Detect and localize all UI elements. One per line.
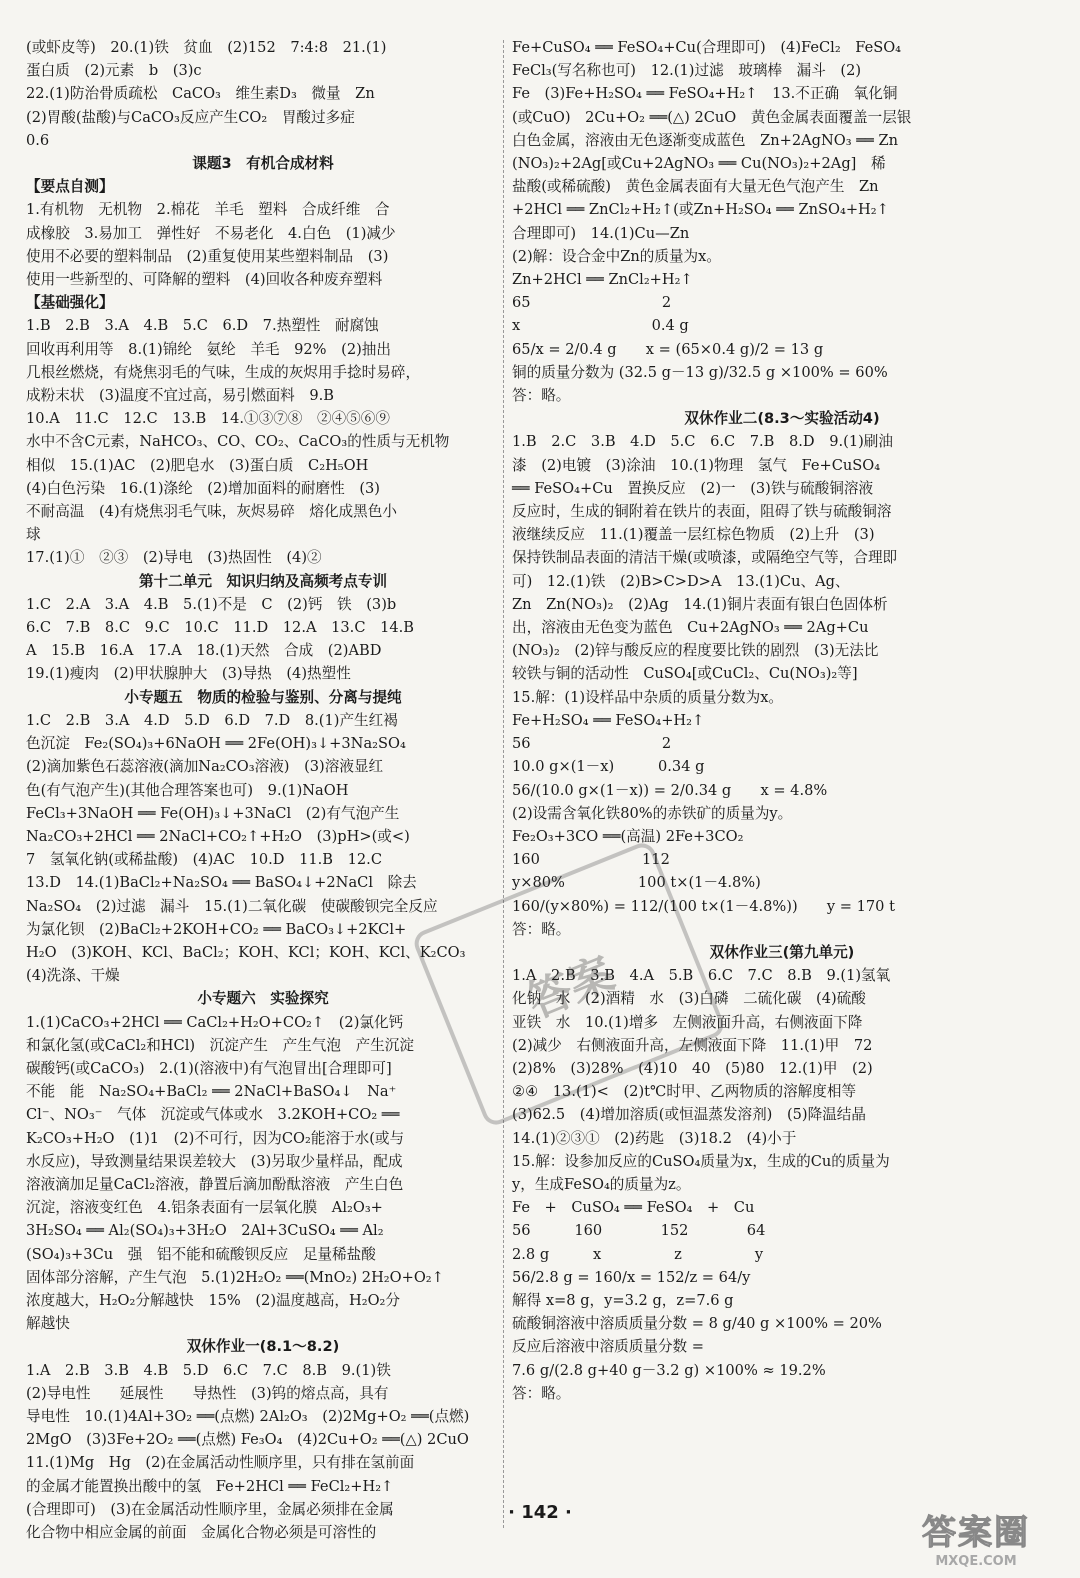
answer-line: 不能 能 Na₂SO₄+BaCl₂ ══ 2NaCl+BaSO₄↓ Na⁺: [26, 1083, 397, 1101]
answer-line: 7 氢氧化钠(或稀盐酸) (4)AC 10.D 11.B 12.C: [26, 851, 382, 869]
answer-line: 15.解：(1)设样品中杂质的质量分数为x。: [512, 688, 784, 706]
answer-line: 碳酸钙(或CaCO₃) 2.(1)(溶液中)有气泡冒出[合理即可]: [26, 1059, 392, 1077]
answer-line: 解越快: [26, 1315, 70, 1333]
answer-line: 蛋白质 (2)元素 b (3)c: [26, 62, 202, 80]
answer-line: ②④ 13.(1)< (2)t℃时甲、乙两物质的溶解度相等: [512, 1083, 857, 1101]
answer-line: 不耐高温 (4)有烧焦羽毛气味，灰烬易碎 熔化成黑色小: [26, 503, 397, 521]
answer-line: 56 160 152 64: [512, 1222, 766, 1240]
answer-line: K₂CO₃+H₂O (1)1 (2)不可行，因为CO₂能溶于水(或与: [26, 1129, 405, 1147]
answer-line: 水中不含C元素，NaHCO₃、CO、CO₂、CaCO₃的性质与无机物: [26, 433, 450, 451]
answer-line: 65 2: [512, 294, 672, 312]
answer-line: (SO₄)₃+3Cu 强 铝不能和硫酸钡反应 足量稀盐酸: [26, 1245, 376, 1263]
answer-line: 球: [26, 526, 41, 544]
answer-line: 56 2: [512, 735, 672, 753]
answer-line: 1.C 2.A 3.A 4.B 5.(1)不是 C (2)钙 铁 (3)b: [26, 595, 397, 613]
answer-line: 保持铁制品表面的清洁干燥(或喷漆，或隔绝空气等，合理即: [512, 549, 898, 567]
answer-line: (2)导电性 延展性 导热性 (3)钨的熔点高，具有: [26, 1384, 389, 1402]
answer-line: 13.D 14.(1)BaCl₂+Na₂SO₄ ══ BaSO₄↓+2NaCl 除去: [26, 874, 417, 892]
section-heading: 双休作业二(8.3～实验活动4): [684, 410, 880, 428]
column-divider: [503, 40, 504, 1528]
section-heading: 双休作业三(第九单元): [709, 943, 855, 961]
answer-line: 使用一些新型的、可降解的塑料 (4)回收各种废弃塑料: [26, 271, 383, 289]
stamp-text: 答案: [520, 948, 622, 1029]
answer-line: 固体部分溶解，产生气泡 5.(1)2H₂O₂ ══(MnO₂) 2H₂O+O₂↑: [26, 1268, 444, 1286]
answer-line: 铜的质量分数为 (32.5 g－13 g)/32.5 g ×100% = 60%: [512, 363, 888, 381]
answer-line: x 0.4 g: [512, 317, 689, 335]
answer-line: 成橡胶 3.易加工 弹性好 不易老化 4.白色 (1)减少: [26, 224, 396, 242]
answer-line: (3)62.5 (4)增加溶质(或恒温蒸发溶剂) (5)降温结晶: [512, 1106, 866, 1124]
answer-line: 1.B 2.C 3.B 4.D 5.C 6.C 7.B 8.D 9.(1)刷油: [512, 433, 893, 451]
answer-line: (4)洗涤、干燥: [26, 967, 120, 985]
answer-line: 白色金属，溶液由无色逐渐变成蓝色 Zn+2AgNO₃ ══ Zn: [512, 131, 899, 149]
answer-line: 56/(10.0 g×(1－x)) = 2/0.34 g x = 4.8%: [512, 781, 828, 799]
right-column: [512, 36, 1052, 1532]
answer-line: 硫酸铜溶液中溶质质量分数 = 8 g/40 g ×100% = 20%: [512, 1315, 882, 1333]
answer-line: 液继续反应 11.(1)覆盖一层红棕色物质 (2)上升 (3): [512, 526, 875, 544]
answer-line: 160 112: [512, 851, 670, 869]
answer-line: ══ FeSO₄+Cu 置换反应 (2)一 (3)铁与硫酸铜溶液: [512, 479, 874, 497]
answer-line: Na₂CO₃+2HCl ══ 2NaCl+CO₂↑+H₂O (3)pH>(或<): [26, 827, 410, 845]
section-heading: 第十二单元 知识归纳及高频考点专训: [138, 572, 388, 590]
answer-line: (NO₃)₂ (2)锌与酸反应的程度要比铁的剧烈 (3)无法比: [512, 642, 879, 660]
answer-line: 1.有机物 无机物 2.棉花 羊毛 塑料 合成纤维 合: [26, 201, 390, 219]
answer-line: 反应后溶液中溶质质量分数 =: [512, 1338, 704, 1356]
answer-line: 10.0 g×(1－x) 0.34 g: [512, 758, 705, 776]
answer-line: 答：略。: [512, 920, 571, 938]
answer-line: 0.6: [26, 131, 50, 149]
answer-line: Na₂SO₄ (2)过滤 漏斗 15.(1)二氧化碳 使碳酸钡完全反应: [26, 897, 438, 915]
answer-line: 导电性 10.(1)4Al+3O₂ ══(点燃) 2Al₂O₃ (2)2Mg+O₂ ══(点燃): [26, 1407, 470, 1425]
answer-line: 答：略。: [512, 387, 571, 405]
answer-line: (2)设需含氧化铁80%的赤铁矿的质量为y。: [512, 804, 793, 822]
answer-line: 14.(1)②③① (2)药匙 (3)18.2 (4)小于: [512, 1129, 797, 1147]
watermark-title: 答案圈: [922, 1513, 1030, 1553]
answer-line: Fe₂O₃+3CO ══(高温) 2Fe+3CO₂: [512, 827, 744, 845]
answer-line: 化合物中相应金属的前面 金属化合物必须是可溶性的: [26, 1524, 377, 1541]
section-heading: 小专题六 实验探究: [197, 990, 329, 1008]
answer-line: 160/(y×80%) = 112/(100 t×(1－4.8%)) y = 170 t: [512, 897, 895, 915]
answer-line: Cl⁻、NO₃⁻ 气体 沉淀或气体或水 3.2KOH+CO₂ ══: [26, 1106, 400, 1124]
answer-line: 1.B 2.B 3.A 4.B 5.C 6.D 7.热塑性 耐腐蚀: [26, 317, 379, 335]
answer-line: 出，溶液由无色变为蓝色 Cu+2AgNO₃ ══ 2Ag+Cu: [512, 619, 869, 637]
section-heading: 课题3 有机合成材料: [192, 155, 334, 173]
answer-line: 7.6 g/(2.8 g+40 g－3.2 g) ×100% ≈ 19.2%: [512, 1361, 826, 1379]
answer-line: 漆 (2)电镀 (3)涂油 10.(1)物理 氢气 Fe+CuSO₄: [512, 456, 881, 474]
answer-line: Fe+CuSO₄ ══ FeSO₄+Cu(合理即可) (4)FeCl₂ FeSO₄: [512, 39, 902, 56]
answer-line: 22.(1)防治骨质疏松 CaCO₃ 维生素D₃ 微量 Zn: [26, 85, 375, 103]
answer-line: 几根丝燃烧，有烧焦羽毛的气味，生成的灰烬用手捻时易碎，: [26, 363, 421, 381]
answer-line: 沉淀，溶液变红色 4.铝条表面有一层氧化膜 Al₂O₃+: [26, 1199, 383, 1217]
answer-line: y，生成FeSO₄的质量为z。: [512, 1175, 691, 1193]
answer-line: 10.A 11.C 12.C 13.B 14.①③⑦⑧ ②④⑤⑥⑨: [26, 410, 390, 428]
answer-line: 56/2.8 g = 160/x = 152/z = 64/y: [512, 1268, 751, 1286]
answer-line: 3H₂SO₄ ══ Al₂(SO₄)₃+3H₂O 2Al+3CuSO₄ ══ Al₂: [26, 1222, 384, 1240]
answer-line: 盐酸(或稀硫酸) 黄色金属表面有大量无色气泡产生 Zn: [512, 178, 879, 196]
answer-line: 成粉末状 (3)温度不宜过高，易引燃面料 9.B: [26, 387, 335, 405]
answer-line: A 15.B 16.A 17.A 18.(1)天然 合成 (2)ABD: [26, 642, 382, 660]
answer-line: Fe (3)Fe+H₂SO₄ ══ FeSO₄+H₂↑ 13.不正确 氧化铜: [512, 85, 898, 103]
answer-line: 1.A 2.B 3.B 4.A 5.B 6.C 7.C 8.B 9.(1)氢氧: [512, 967, 891, 985]
page-number: · 142 ·: [508, 1502, 572, 1523]
answer-line: 水反应)，导致测量结果误差较大 (3)另取少量样品，配成: [26, 1152, 403, 1170]
answer-line: 合理即可) 14.(1)Cu—Zn: [512, 224, 690, 242]
answer-line: 17.(1)① ②③ (2)导电 (3)热固性 (4)②: [26, 549, 322, 567]
watermark-url: MXQE.COM: [935, 1554, 1017, 1569]
answer-line: (2)减少 右侧液面升高，左侧液面下降 11.(1)甲 72: [512, 1036, 873, 1054]
answer-line: Fe+H₂SO₄ ══ FeSO₄+H₂↑: [512, 711, 705, 729]
answer-line: 使用不必要的塑料制品 (2)重复使用某些塑料制品 (3): [26, 247, 389, 265]
answer-line: 浓度越大，H₂O₂分解越快 15% (2)温度越高，H₂O₂分: [26, 1291, 400, 1309]
answer-line: 答：略。: [512, 1384, 571, 1402]
answer-line: 亚铁 水 10.(1)增多 左侧液面升高，右侧液面下降: [512, 1013, 863, 1031]
answer-line: 为氯化钡 (2)BaCl₂+2KOH+CO₂ ══ BaCO₃↓+2KCl+: [26, 920, 407, 938]
answer-line: 1.A 2.B 3.B 4.B 5.D 6.C 7.C 8.B 9.(1)铁: [26, 1361, 391, 1379]
answer-line: (2)8% (3)28% (4)10 40 (5)80 12.(1)甲 (2): [512, 1059, 873, 1077]
answer-line: 15.解：设参加反应的CuSO₄质量为x，生成的Cu的质量为: [512, 1152, 890, 1170]
answer-line: 11.(1)Mg Hg (2)在金属活动性顺序里，只有排在氢前面: [26, 1454, 415, 1472]
answer-line: (合理即可) (3)在金属活动性顺序里，金属必须排在金属: [26, 1500, 394, 1518]
answer-line: Fe + CuSO₄ ══ FeSO₄ + Cu: [512, 1199, 755, 1217]
section-label: 【要点自测】: [26, 178, 114, 196]
answer-line: 2.8 g x z y: [512, 1245, 764, 1263]
answer-line: (2)胃酸(盐酸)与CaCO₃反应产生CO₂ 胃酸过多症: [26, 108, 355, 126]
answer-line: 1.(1)CaCO₃+2HCl ══ CaCl₂+H₂O+CO₂↑ (2)氯化钙: [26, 1013, 404, 1031]
answer-line: 相似 15.(1)AC (2)肥皂水 (3)蛋白质 C₂H₅OH: [26, 456, 369, 474]
answer-line: 较铁与铜的活动性 CuSO₄[或CuCl₂、Cu(NO₃)₂等]: [512, 665, 858, 683]
answer-line: 1.C 2.B 3.A 4.D 5.D 6.D 7.D 8.(1)产生红褐: [26, 711, 398, 729]
answer-line: Zn+2HCl ══ ZnCl₂+H₂↑: [512, 271, 693, 289]
answer-line: 可) 12.(1)铁 (2)B>C>D>A 13.(1)Cu、Ag、: [512, 572, 850, 590]
section-label: 【基础强化】: [26, 294, 114, 312]
answer-line: 反应时，生成的铜附着在铁片的表面，阻碍了铁与硫酸铜溶: [512, 503, 892, 521]
answer-line: 19.(1)瘦肉 (2)甲状腺肿大 (3)导热 (4)热塑性: [26, 665, 351, 683]
answer-line: 65/x = 2/0.4 g x = (65×0.4 g)/2 = 13 g: [512, 340, 824, 358]
answer-line: 6.C 7.B 8.C 9.C 10.C 11.D 12.A 13.C 14.B: [26, 619, 415, 637]
left-column: [26, 36, 500, 1541]
answer-line: (或CuO) 2Cu+O₂ ══(△) 2CuO 黄色金属表面覆盖一层银: [512, 108, 912, 126]
answer-line: Zn Zn(NO₃)₂ (2)Ag 14.(1)铜片表面有银白色固体析: [512, 595, 888, 613]
answer-line: 化钠 水 (2)酒精 水 (3)白磷 二硫化碳 (4)硫酸: [512, 990, 866, 1008]
answer-line: +2HCl ══ ZnCl₂+H₂↑(或Zn+H₂SO₄ ══ ZnSO₄+H₂↑: [512, 201, 889, 219]
answer-line: (或虾皮等) 20.(1)铁 贫血 (2)152 7:4:8 21.(1): [26, 39, 387, 56]
answer-line: 色沉淀 Fe₂(SO₄)₃+6NaOH ══ 2Fe(OH)₃↓+3Na₂SO₄: [26, 735, 406, 753]
answer-line: FeCl₃+3NaOH ══ Fe(OH)₃↓+3NaCl (2)有气泡产生: [26, 804, 400, 822]
answer-line: (NO₃)₂+2Ag[或Cu+2AgNO₃ ══ Cu(NO₃)₂+2Ag] 稀: [512, 155, 886, 173]
section-heading: 双休作业一(8.1～8.2): [186, 1338, 340, 1356]
answer-line: FeCl₃(写名称也可) 12.(1)过滤 玻璃棒 漏斗 (2): [512, 62, 862, 80]
answer-line: (2)滴加紫色石蕊溶液(滴加Na₂CO₃溶液) (3)溶液显红: [26, 758, 384, 776]
answer-line: 解得 x=8 g，y=3.2 g，z=7.6 g: [512, 1291, 734, 1309]
watermark-logo: [886, 1504, 1066, 1570]
answer-line: 的金属才能置换出酸中的氢 Fe+2HCl ══ FeCl₂+H₂↑: [26, 1477, 394, 1495]
answer-line: (4)白色污染 16.(1)涤纶 (2)增加面料的耐磨性 (3): [26, 479, 380, 497]
answer-line: y×80% 100 t×(1－4.8%): [512, 874, 761, 892]
answer-line: 色(有气泡产生)(其他合理答案也可) 9.(1)NaOH: [26, 781, 349, 799]
answer-line: 溶液滴加足量CaCl₂溶液，静置后滴加酚酞溶液 产生白色: [26, 1175, 404, 1193]
answer-line: 和氯化氢(或CaCl₂和HCl) 沉淀产生 产生气泡 产生沉淀: [26, 1036, 414, 1054]
section-heading: 小专题五 物质的检验与鉴别、分离与提纯: [124, 688, 402, 706]
answer-line: 回收再利用等 8.(1)锦纶 氨纶 羊毛 92% (2)抽出: [26, 340, 391, 358]
answer-line: 2MgO (3)3Fe+2O₂ ══(点燃) Fe₃O₄ (4)2Cu+O₂ ══(△) 2CuO: [26, 1431, 469, 1449]
answer-line: H₂O (3)KOH、KCl、BaCl₂；KOH、KCl；KOH、KCl、K₂CO₃: [26, 943, 466, 961]
answer-line: (2)解：设合金中Zn的质量为x。: [512, 247, 721, 265]
